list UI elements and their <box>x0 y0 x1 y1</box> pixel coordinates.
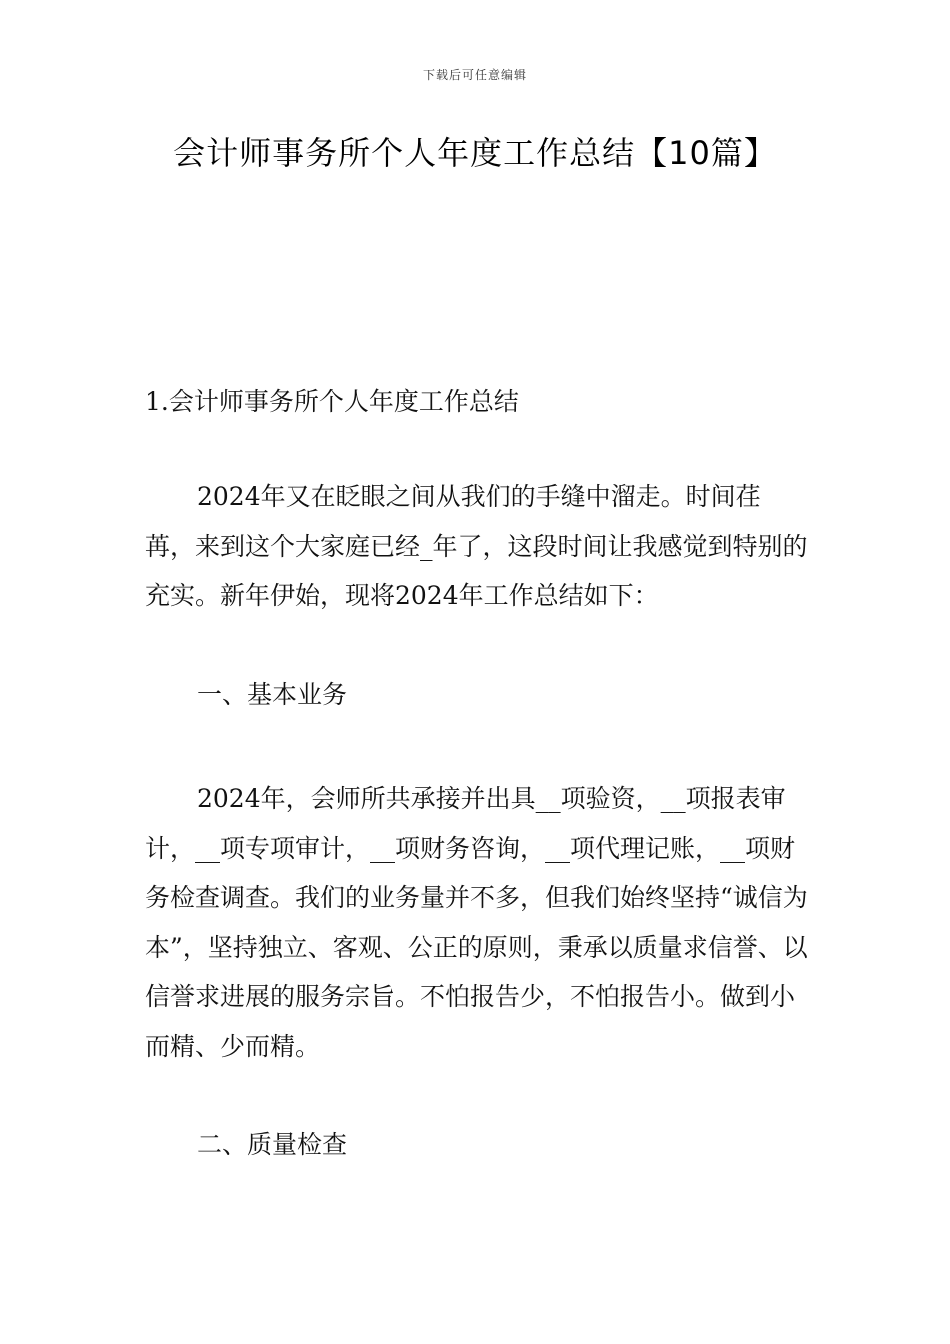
document-title: 会计师事务所个人年度工作总结【10篇】 <box>173 134 777 172</box>
section-heading-quality-check: 二、质量检查 <box>197 1130 348 1159</box>
section-heading-basic-business: 一、基本业务 <box>197 680 348 709</box>
paragraph-intro: 2024年又在眨眼之间从我们的手缝中溜走。时间荏苒，来到这个大家庭已经_年了，这段时间让我感觉到特别的充实。新年伊始，现将2024年工作总结如下： <box>145 482 808 610</box>
item-title: 1.会计师事务所个人年度工作总结 <box>145 387 519 416</box>
page-header-note: 下载后可任意编辑 <box>422 68 527 82</box>
paragraph-basic-business: 2024年，会师所共承接并出具__项验资，__项报表审计，__项专项审计，__项财务咨询，__项代理记账，__项财务检查调查。我们的业务量并不多，但我们始终坚持“诚信为本”，坚持独立、客观、公正的原则，秉承以质量求信誉、以信誉求进展的服务宗旨。不怕报告少，不怕报告小。做到小而精、少而精。 <box>145 784 808 1061</box>
